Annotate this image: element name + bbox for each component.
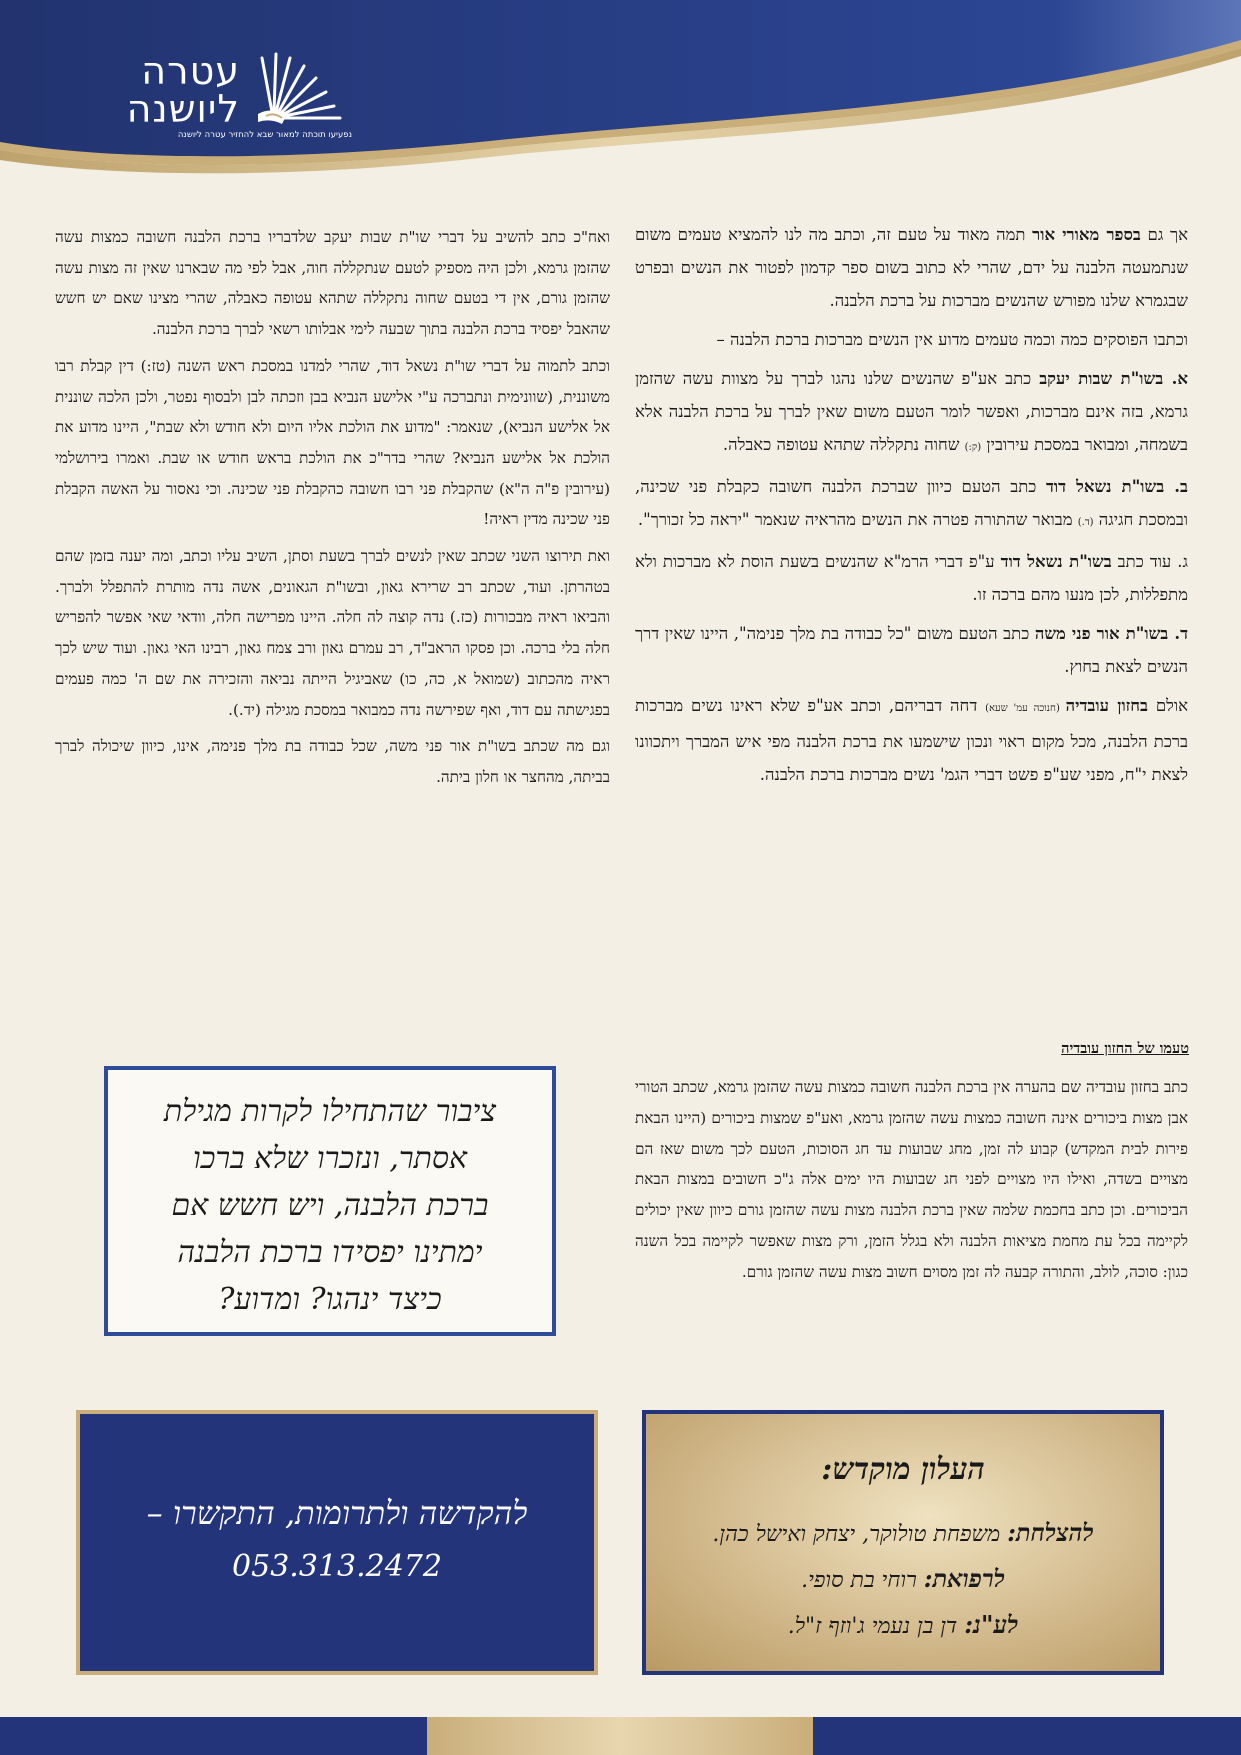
dedication-text: רוחי בת סופי. — [801, 1568, 924, 1593]
source-name: ב. בשו"ת נשאל דוד — [1045, 477, 1188, 496]
footer-gold-band — [427, 1717, 813, 1755]
source-name: ד. בשו"ת אור פני משה — [1034, 624, 1188, 643]
dedication-label: לע"נ: — [964, 1610, 1019, 1639]
paragraph: ואח"כ כתב להשיב על דברי שו"ת שבות יעקב שלדבריו ברכת הלבנה חשובה כמצות עשה שהזמן גרמא, ולכן היה מספיק לטעם שנתקללה חוה, אבל לפי מה שבארנו שאין זה מצות עשה שהזמן גורם, אין די בטעם שחוה נתקללה שתהא עטופה כאבלה, שהרי מצינו שאם יש חשש שהאבל יפסיד ברכת הלבנה בתוך שבעה לימי אבלותו רשאי לברך ברכת הלבנה. — [55, 228, 610, 339]
paragraph: וכתב לתמוה על דברי שו"ת נשאל דוד, שהרי למדנו במסכת ראש השנה (טז:) דין קבלת רבו משוננית, (שוונימית ונתברכה ע"י אלישע הנביא בבן וזכתה לבן ולבסוף נפטר, ולכן הלכה שוננית אל אלישע הנביא), שנאמר: "מדוע את הולכת אליו היום ולא חודש ולא שבת", היינו מדוע את הולכת אל אלישע הנביא? שהרי בדר"כ את הולכת בראש חודש או שבת. ואמרו בירושלמי (עירובין פ"ה ה"א) שהקבלת פני רבו חשובה כהקבלת פני שכינה. וכי נאסור על האשה הקבלת פני שכינה מדין ראיה! — [55, 356, 610, 529]
paragraph — [635, 218, 1188, 317]
question-box — [104, 1066, 556, 1336]
text: מבואר שהתורה פטרה את הנשים מהראיה שנאמר "יראה כל זכורך". — [637, 510, 1078, 529]
text: כתב הטעם משום "כל כבודה בת מלך פנימה", היינו שאין דרך הנשים לצאת בחוץ. — [635, 624, 1188, 676]
paragraph — [635, 362, 1188, 464]
text: שחוה נתקללה שתהא עטופה כאבלה. — [722, 435, 965, 454]
source-name: בחזון עובדיה — [1065, 696, 1149, 715]
logo — [122, 49, 352, 147]
paragraph: ואת תירוצו השני שכתב שאין לנשים לברך בשעת וסתן, השיב עליו וכתב, ומה יענה בזמן שהם בטהרתן. ועוד, שכתב רב שרירא גאון, ובשו"ת הגאונים, אשה נדה מותרת להתפלל ולברך. והביאו ראיה מבכורות (כז.) נדה קוצה לה חלה. היינו מפרישה חלה, וודאי שאי אפשר להפריש חלה בלי ברכה. וכן פסקו הראב"ד, רב עמרם גאון ורב צמח גאון, רבינו האי גאון. ועוד שיש לכך ראיה מהכתוב (שמואל א, כה, כו) שאביגיל הייתה נביאה והזכירה את שם ה' כמה פעמים בפגישתה עם דוד, ואף שפירשה נדה כמבואר במסכת מגילה (יד.). — [55, 547, 610, 719]
dedication-label: להצלחת: — [1007, 1518, 1094, 1547]
citation: (ד.) — [1077, 517, 1094, 528]
donation-phone[interactable]: 053.313.2472 — [232, 1549, 442, 1584]
paragraph: וגם מה שכתב בשו"ת אור פני משה, שכל כבודה בת מלך פנימה, אינו, כיוון שיכולה לברך בביתה, מהחצר או חלון ביתה. — [55, 737, 610, 786]
text: כתב אע"פ שהנשים שלנו נהגו לברך על מצוות עשה שהזמן גרמא, בזה אינם מברכות, ואפשר לומר הטעם משום שאין לברך על ברכת הלבנה אלא בשמחה, ומבואר במסכת עירובין — [635, 369, 1188, 454]
logo-word-2: ליושנה — [126, 87, 240, 131]
left-column — [55, 222, 610, 799]
logo-tagline: נפעיעו תוכתה למאור שבא להחזיר עטרה ליושנה — [177, 130, 352, 140]
dedication-text: משפחת טולוקר, יצחק ואישל כהן. — [712, 1522, 1008, 1547]
donation-text: להקדשה ולתרומות, התקשרו – — [146, 1494, 528, 1532]
text: אולם — [1148, 696, 1188, 715]
citation: (חנוכה עמ' שעא) — [985, 703, 1066, 714]
dedication-box — [642, 1410, 1164, 1675]
donation-box — [76, 1410, 598, 1675]
paragraph — [635, 689, 1188, 791]
text: ע"פ דברי הרמ"א שהנשים בשעת הוסת לא מברכות ולא מתפללות, לכן מנעו מהם ברכה זו. — [635, 552, 1188, 604]
dedication-line — [646, 1610, 1160, 1640]
right-column — [635, 218, 1188, 797]
dedication-line — [646, 1518, 1160, 1548]
question-text — [118, 1088, 542, 1323]
dedication-line — [646, 1564, 1160, 1594]
text: אך גם — [1140, 225, 1188, 244]
source-name: בספר מאורי אור — [1032, 225, 1141, 244]
text: ג. עוד כתב — [1111, 552, 1188, 571]
citation: (ק:) — [964, 442, 982, 453]
source-name: א. בשו"ת שבות יעקב — [1039, 369, 1189, 388]
text: תמה מאוד על טעם זה, וכתב מה לנו להמציא טעמים משום שנתמעטה הלבנה על ידם, שהרי לא כתוב בשום ספר קדמון לפטור את הנשים ובפרט שבגמרא שלנו מפורש שהנשים מברכות על ברכת הלבנה. — [635, 225, 1188, 310]
paragraph — [635, 617, 1188, 683]
question-line: ציבור שהתחילו לקרות מגילת — [163, 1094, 497, 1129]
chazon-ovadia-explanation — [635, 1072, 1188, 1294]
text: כתב הטעם כיוון שברכת הלבנה חשובה כקבלת פני שכינה, ובמסכת חגיגה — [635, 477, 1188, 529]
question-line: אסתר, ונזכרו שלא ברכו — [193, 1141, 467, 1176]
source-name: בשו"ת נשאל דוד — [1000, 552, 1112, 571]
paragraph — [635, 545, 1188, 611]
dedication-title: העלון מוקדש: — [821, 1452, 985, 1487]
section-title: טעמו של החזון עובדיה — [1061, 1040, 1189, 1057]
dedication-text: דן בן נעמי ג'וזף ז"ל. — [787, 1614, 965, 1639]
question-line: כיצד ינהגו? ומדוע? — [218, 1282, 442, 1317]
dedication-label: לרפואת: — [923, 1564, 1005, 1593]
logo-word-1: עטרה — [141, 49, 240, 93]
question-line: ברכת הלבנה, ויש חשש אם — [171, 1188, 489, 1223]
question-line: ימתינו יפסידו ברכת הלבנה — [177, 1235, 483, 1270]
logo-sunburst-icon — [252, 52, 352, 130]
text: דחה דבריהם, וכתב אע"פ שלא ראינו נשים מברכות ברכת הלבנה, מכל מקום ראוי ונכון שישמעו את ברכת הלבנה מפי איש המברך ויתכוונו לצאת י"ח, מפני שע"פ פשט דברי הגמ' נשים מברכות ברכת הלבנה. — [635, 696, 1188, 784]
paragraph: וכתבו הפוסקים כמה וכמה טעמים מדוע אין הנשים מברכות ברכת הלבנה – — [716, 330, 1188, 349]
paragraph: כתב בחזון עובדיה שם בהערה אין ברכת הלבנה חשובה כמצות עשה שהזמן גרמא, שכתב הטורי אבן מצות ביכורים אינה חשובה כמצות עשה שהזמן גרמא, ואע"פ שמצות ביכורים (היינו הבאת פירות לבית המקדש) קבוע לה זמן, מחג שבועות עד חג הסוכות, הטעם לכך משום שאז הם מצויים בשדה, ואילו היו מצויים לפני חג שבועות היו ימים אלה ג"כ חשובים במצות הבאת הביכורים. וכן כתב בחכמת שלמה שאין ברכת הלבנה מצות עשה שהזמן גורם כיוון שאין יכולים לקיימה בכל עת מחמת מציאות הלבנה ולא בגלל הזמן, ורק מצות שאפשר לקיימה בכל השנה כגון: סוכה, לולב, והתורה קבעה לה זמן מסוים חשוב מצות עשה שהזמן גורם. — [635, 1078, 1188, 1281]
paragraph — [635, 470, 1188, 539]
